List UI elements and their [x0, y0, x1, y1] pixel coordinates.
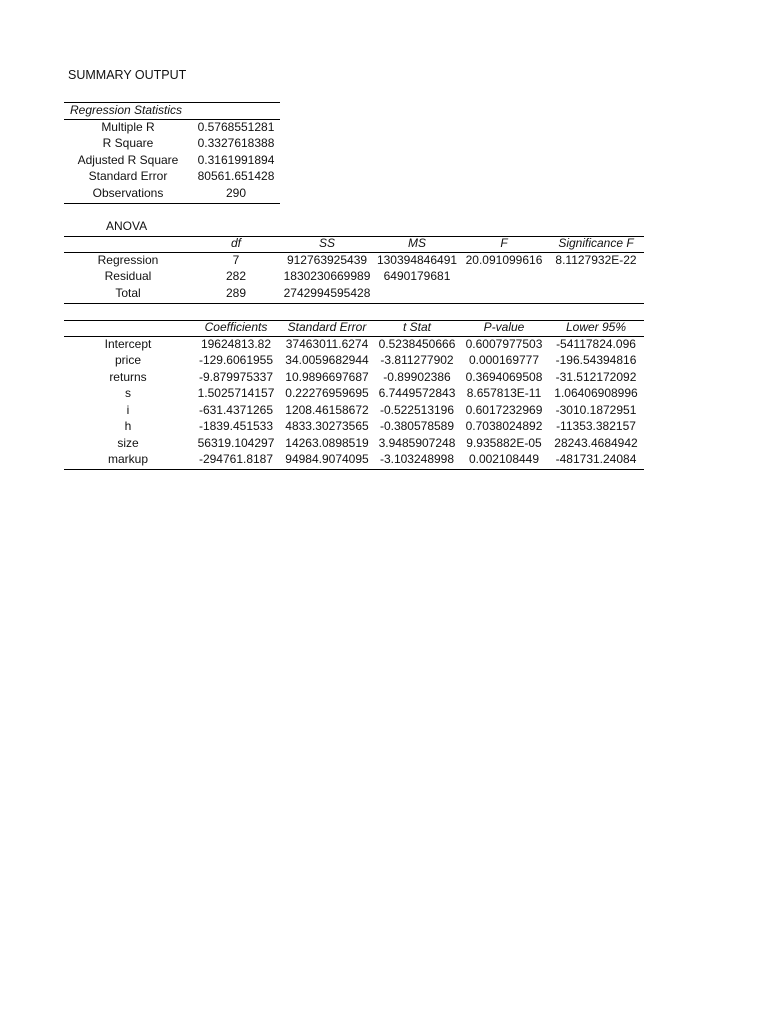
coef-header-cell: Standard Error	[287, 320, 367, 334]
coef-row	[64, 418, 644, 435]
reg-stats-header-rule	[64, 119, 280, 120]
stat-label: Adjusted R Square	[77, 152, 179, 167]
anova-cell	[460, 268, 548, 285]
reg-stats-row	[64, 152, 280, 169]
reg-stats-row	[64, 135, 280, 152]
anova-header-cell: Significance F	[558, 236, 634, 250]
coef-cell: 0.6007977503	[465, 336, 543, 351]
anova-cell: Total	[115, 285, 141, 300]
coef-header-row	[64, 319, 644, 336]
anova-cell: 6490179681	[383, 269, 451, 283]
anova-header-row	[64, 235, 644, 252]
coef-cell: 37463011.6274	[285, 336, 369, 351]
coef-cell: 6.7449572843	[378, 386, 456, 400]
coef-row	[64, 402, 644, 419]
coef-row	[64, 369, 644, 386]
coef-row	[64, 385, 644, 402]
anova-cell: 912763925439	[286, 252, 368, 267]
coef-cell: -31.512172092	[555, 369, 637, 384]
coef-header-cell: Lower 95%	[565, 320, 627, 334]
coef-cell: 34.0059682944	[285, 353, 369, 367]
anova-row	[64, 268, 644, 285]
anova-cell: 282	[225, 269, 247, 283]
coef-header-cell: Coefficients	[204, 320, 268, 334]
anova-cell: 289	[225, 285, 247, 300]
anova-cell: Regression	[97, 252, 159, 267]
coef-cell: 0.5238450666	[378, 336, 456, 351]
coef-cell: s	[125, 386, 131, 400]
anova-header-cell: F	[500, 236, 508, 250]
anova-cell	[460, 285, 548, 302]
stat-label: Standard Error	[88, 169, 168, 183]
reg-stats-row	[64, 168, 280, 185]
coef-cell: -294761.8187	[198, 452, 274, 466]
anova-cell: 130394846491	[376, 252, 458, 267]
coef-cell: 1.06406908996	[554, 386, 638, 400]
coef-header-rule	[64, 336, 644, 337]
anova-cell: 1830230669989	[283, 269, 371, 283]
coef-cell: markup	[107, 452, 148, 466]
coef-cell: -3.103248998	[379, 452, 455, 466]
anova-row	[64, 285, 644, 302]
reg-stats-row	[64, 185, 280, 202]
anova-cell: 2742994595428	[283, 285, 371, 300]
stat-value: 80561.651428	[197, 169, 275, 183]
anova-cell	[548, 285, 644, 302]
coef-bottom-rule	[64, 469, 644, 470]
coef-cell: 0.3694069508	[465, 369, 543, 384]
anova-cell: 7	[232, 252, 240, 267]
anova-bottom-rule	[64, 303, 644, 304]
coef-cell: -0.522513196	[379, 402, 455, 417]
coef-cell: 0.6017232969	[465, 402, 543, 417]
coef-cell: 0.7038024892	[465, 419, 543, 433]
coef-row	[64, 435, 644, 452]
anova-header-cell: MS	[408, 236, 426, 250]
stat-label: Observations	[92, 185, 164, 200]
coef-cell: 94984.9074095	[285, 452, 369, 466]
coef-cell: -196.54394816	[555, 353, 637, 367]
coef-cell: 0.002108449	[468, 452, 540, 466]
coef-cell: -129.6061955	[198, 353, 274, 367]
coef-cell: -3.811277902	[380, 353, 454, 367]
regression-statistics-table	[64, 102, 280, 201]
anova-cell: Residual	[104, 269, 152, 283]
coef-cell: returns	[109, 369, 147, 384]
coef-cell: 1.5025714157	[197, 386, 275, 400]
coef-cell: -631.4371265	[198, 402, 274, 417]
coef-cell: 14263.0898519	[285, 435, 369, 450]
stat-value: 0.5768551281	[197, 119, 275, 134]
coef-cell: -0.380578589	[379, 419, 455, 433]
coef-cell: 9.935882E-05	[466, 435, 542, 450]
coef-row	[64, 451, 644, 468]
reg-stats-row	[64, 119, 280, 136]
coef-cell: 28243.4684942	[554, 435, 638, 450]
anova-header-cell: SS	[318, 236, 335, 250]
coef-cell: 0.000169777	[468, 353, 540, 367]
coef-cell: price	[114, 353, 141, 367]
coefficients-table	[64, 319, 644, 468]
coef-cell: -481731.24084	[555, 452, 637, 466]
stat-value: 0.3161991894	[197, 152, 275, 167]
anova-table	[64, 235, 644, 301]
anova-cell	[374, 285, 460, 302]
reg-stats-bottom-rule	[64, 203, 280, 204]
anova-cell	[548, 268, 644, 285]
anova-cell: 8.1127932E-22	[555, 252, 637, 267]
coef-cell: 56319.104297	[197, 435, 275, 450]
coef-row	[64, 336, 644, 353]
coef-cell: 0.22276959695	[285, 386, 369, 400]
coef-cell: -9.879975337	[198, 369, 274, 384]
coef-cell: 19624813.82	[200, 336, 272, 351]
anova-header-rule	[64, 252, 644, 253]
anova-cell: 20.091099616	[465, 252, 543, 267]
reg-stats-header-row	[64, 102, 280, 119]
coef-header-cell: t Stat	[402, 320, 431, 334]
coef-cell: h	[124, 419, 132, 433]
summary-output-title: SUMMARY OUTPUT	[68, 68, 187, 82]
coef-cell: 1208.46158672	[285, 402, 369, 417]
coef-cell: -0.89902386	[383, 369, 451, 384]
coef-cell: -3010.1872951	[555, 402, 637, 417]
stat-label: Multiple R	[101, 119, 155, 134]
anova-header-cell: df	[230, 236, 241, 250]
coef-cell: -1839.451533	[198, 419, 274, 433]
stat-value: 0.3327618388	[197, 136, 275, 150]
coef-header-cell: P-value	[483, 320, 525, 334]
anova-title: ANOVA	[106, 219, 148, 233]
coef-cell: 8.657813E-11	[466, 386, 542, 400]
coef-row	[64, 352, 644, 369]
coef-cell: size	[117, 435, 139, 450]
coef-cell: i	[126, 402, 130, 417]
anova-header-cell	[64, 235, 192, 252]
reg-stats-header: Regression Statistics	[70, 103, 183, 117]
anova-row	[64, 252, 644, 269]
stat-value: 290	[225, 185, 247, 200]
coef-cell: Intercept	[104, 336, 152, 351]
coef-cell: 3.9485907248	[378, 435, 456, 450]
coef-cell: -54117824.096	[556, 336, 636, 351]
coef-cell: 10.9896697687	[285, 369, 369, 384]
stat-label: R Square	[102, 136, 154, 150]
coef-header-cell	[64, 319, 192, 336]
coef-cell: -11353.382157	[556, 419, 636, 433]
coef-cell: 4833.30273565	[285, 419, 369, 433]
